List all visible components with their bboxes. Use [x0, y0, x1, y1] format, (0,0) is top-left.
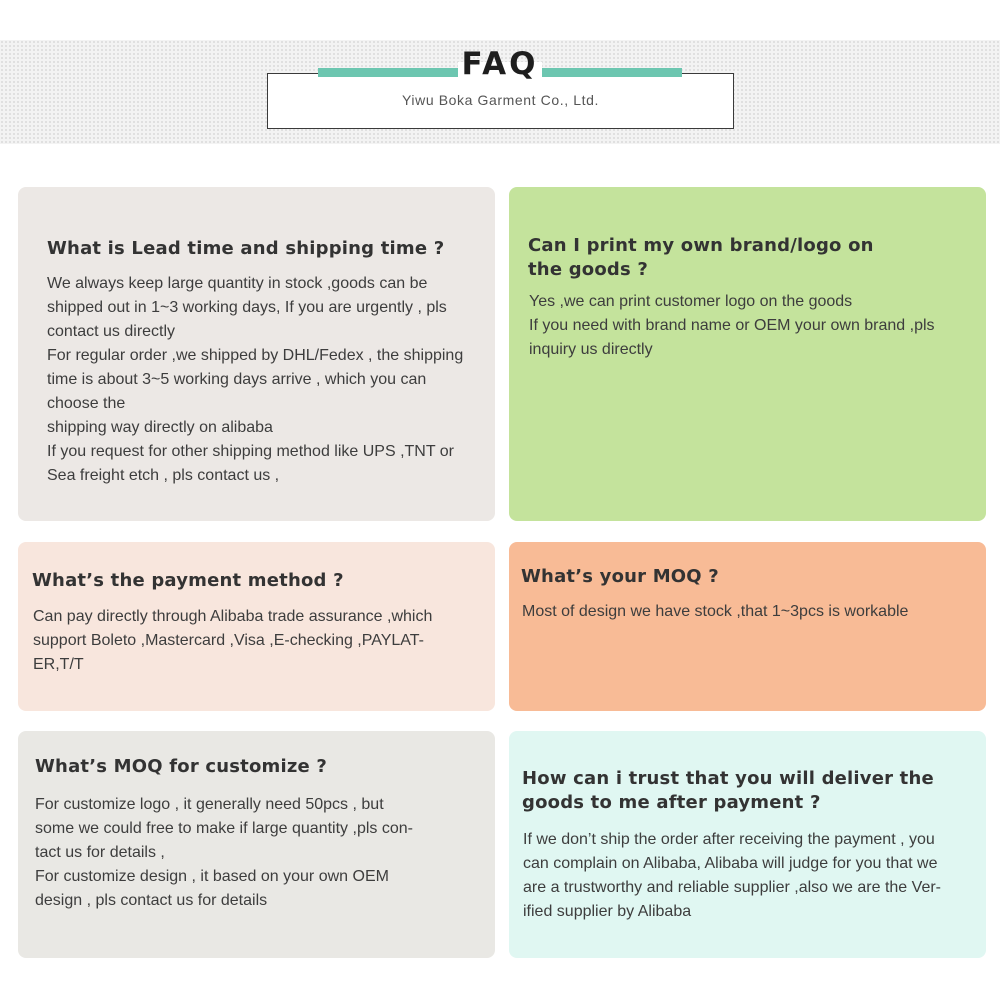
- answer-line: Sea freight etch , pls contact us ,: [47, 467, 280, 484]
- question-line: Can I print my own brand/logo on: [528, 235, 874, 256]
- answer-line: choose the: [47, 395, 126, 412]
- answer-line: tact us for details ,: [35, 844, 165, 861]
- faq-card-trust: [509, 731, 986, 958]
- question-line: goods to me after payment ?: [522, 792, 821, 813]
- answer-line: For customize design , it based on your own OEM: [35, 868, 389, 885]
- faq-answer: [47, 272, 463, 488]
- faq-question: [528, 234, 874, 282]
- faq-question: [522, 767, 934, 815]
- answer-line: We always keep large quantity in stock ,goods can be: [47, 275, 428, 292]
- answer-line: are a trustworthy and reliable supplier ,also we are the Ver-: [523, 879, 941, 896]
- answer-line: If you request for other shipping method like UPS ,TNT or: [47, 443, 455, 460]
- answer-line: some we could free to make if large quantity ,pls con-: [35, 820, 413, 837]
- faq-card-logo-printing: [509, 187, 986, 521]
- answer-line: ER,T/T: [33, 656, 84, 673]
- answer-line: can complain on Alibaba, Alibaba will judge for you that we: [523, 855, 938, 872]
- faq-answer: [529, 290, 935, 362]
- answer-line: design , pls contact us for details: [35, 892, 268, 909]
- answer-line: If we don’t ship the order after receiving the payment , you: [523, 831, 935, 848]
- answer-line: support Boleto ,Mastercard ,Visa ,E-checking ,PAYLAT-: [33, 632, 424, 649]
- faq-answer: [522, 600, 908, 624]
- company-name: Yiwu Boka Garment Co., Ltd.: [402, 92, 599, 108]
- faq-question: What’s your MOQ ?: [521, 566, 719, 587]
- faq-answer: [33, 605, 432, 677]
- page-title: FAQ: [461, 46, 539, 82]
- answer-line: For regular order ,we shipped by DHL/Fedex , the shipping: [47, 347, 464, 364]
- answer-line: contact us directly: [47, 323, 176, 340]
- faq-question: What’s the payment method ?: [32, 570, 344, 591]
- answer-line: Most of design we have stock ,that 1~3pcs is workable: [522, 603, 909, 620]
- faq-card-moq: [509, 542, 986, 711]
- answer-line: time is about 3~5 working days arrive , which you can: [47, 371, 427, 388]
- faq-card-customize: [18, 731, 495, 958]
- answer-line: inquiry us directly: [529, 341, 653, 358]
- faq-card-lead-time: [18, 187, 495, 521]
- question-line: How can i trust that you will deliver the: [522, 768, 934, 789]
- answer-line: Yes ,we can print customer logo on the goods: [529, 293, 853, 310]
- question-line: the goods ?: [528, 259, 649, 280]
- answer-line: ified supplier by Alibaba: [523, 903, 692, 920]
- faq-card-payment: [18, 542, 495, 711]
- answer-line: For customize logo , it generally need 50pcs , but: [35, 796, 384, 813]
- answer-line: If you need with brand name or OEM your own brand ,pls: [529, 317, 935, 334]
- faq-answer: [35, 793, 413, 913]
- answer-line: shipped out in 1~3 working days, If you are urgently , pls: [47, 299, 447, 316]
- answer-line: shipping way directly on alibaba: [47, 419, 273, 436]
- faq-question: What’s MOQ for customize ?: [35, 756, 328, 777]
- faq-question: What is Lead time and shipping time ?: [47, 238, 445, 259]
- faq-answer: [523, 828, 941, 924]
- answer-line: Can pay directly through Alibaba trade assurance ,which: [33, 608, 433, 625]
